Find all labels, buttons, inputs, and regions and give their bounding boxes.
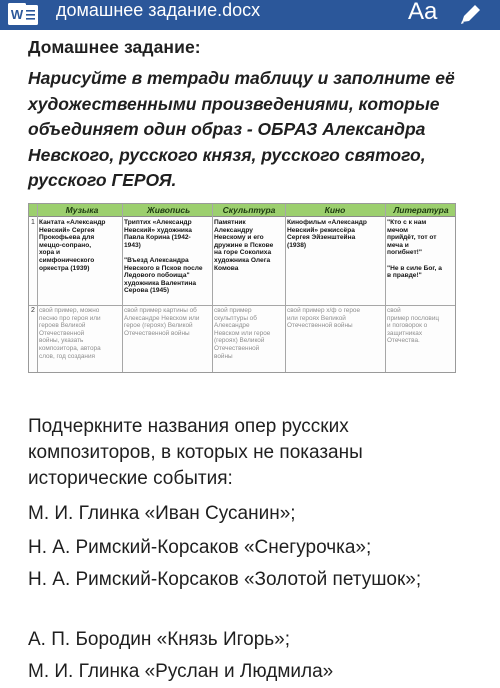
edit-pencil-icon[interactable] <box>456 3 484 27</box>
column-header-painting: Живопись <box>146 205 191 215</box>
table-cell-sculpture: Памятник Александру Невскому и его дружине в Пскове на горе Соколиха художника Олега Комова <box>214 219 274 272</box>
table-divider <box>37 204 38 372</box>
table-divider <box>29 305 455 306</box>
table-cell-literature: свой пример пословиц и поговорок о защитниках Отечества. <box>387 307 440 345</box>
row-number: 2 <box>31 307 35 314</box>
question-text: Подчеркните названия опер русских композиторов, в которых не показаны исторические события: <box>28 416 363 489</box>
opera-option: М. И. Глинка «Руслан и Людмила» <box>28 661 334 682</box>
arts-table-image <box>28 203 456 373</box>
table-cell-music: Кантата «Александр Невский» Сергея Прокофьева для меццо-сопрано, хора и симфонического оркестра (1939) <box>39 219 106 272</box>
column-header-sculpture: Скульптура <box>222 205 276 215</box>
table-divider <box>385 204 386 372</box>
app-title-bar <box>0 0 500 30</box>
svg-text:W: W <box>10 7 24 22</box>
homework-task: Нарисуйте в тетради таблицу и заполните её художественными произведениями, которые объединяет один образ - ОБРАЗ Александра Невского, русского князя, русского святого, русского ГЕРОЯ. <box>28 68 455 190</box>
document-file-name: домашнее задание.docx <box>56 0 261 20</box>
column-header-literature: Литература <box>393 205 449 215</box>
opera-option: Н. А. Римский-Корсаков «Золотой петушок»; <box>28 569 422 590</box>
column-header-music: Музыка <box>65 205 99 215</box>
opera-option: Н. А. Римский-Корсаков «Снегурочка»; <box>28 537 372 558</box>
column-header-cinema: Кино <box>324 205 346 215</box>
table-cell-painting: Триптих «Александр Невский» художника Павла Корина (1942- 1943) "Въезд Александра Невского в Псков после Ледового побоища" художника Валентина Серова (1945) <box>124 219 203 295</box>
table-divider <box>212 204 213 372</box>
table-cell-cinema: свой пример х/ф о герое или героях Великой Отечественной войны <box>287 307 361 330</box>
word-app-icon[interactable] <box>6 2 42 28</box>
table-cell-painting: свой пример картины об Александре Невском или герое (героях) Великой Отечественной войны <box>124 307 200 337</box>
opera-option: А. П. Бородин «Князь Игорь»; <box>28 629 291 650</box>
table-cell-cinema: Кинофильм «Александр Невский» режиссёра Сергея Эйзенштейна (1938) <box>287 219 367 249</box>
table-divider <box>285 204 286 372</box>
row-number: 1 <box>31 219 35 226</box>
table-cell-sculpture: свой пример скульптуры об Александре Невском или герое (героях) Великой Отечественной войны <box>214 307 271 360</box>
opera-option: М. И. Глинка «Иван Сусанин»; <box>28 503 296 524</box>
table-cell-music: свой пример, можно песню про героя или героев Великой Отечественной войны, указать композитора, автора слов, год создания <box>39 307 101 360</box>
font-settings-button[interactable]: Aa <box>408 0 438 25</box>
homework-heading: Домашнее задание: <box>28 37 201 57</box>
table-cell-literature: "Кто с к нам мечом прийдёт, тот от меча и погибнет!" "Не в силе Бог, а в правде!" <box>387 219 442 280</box>
